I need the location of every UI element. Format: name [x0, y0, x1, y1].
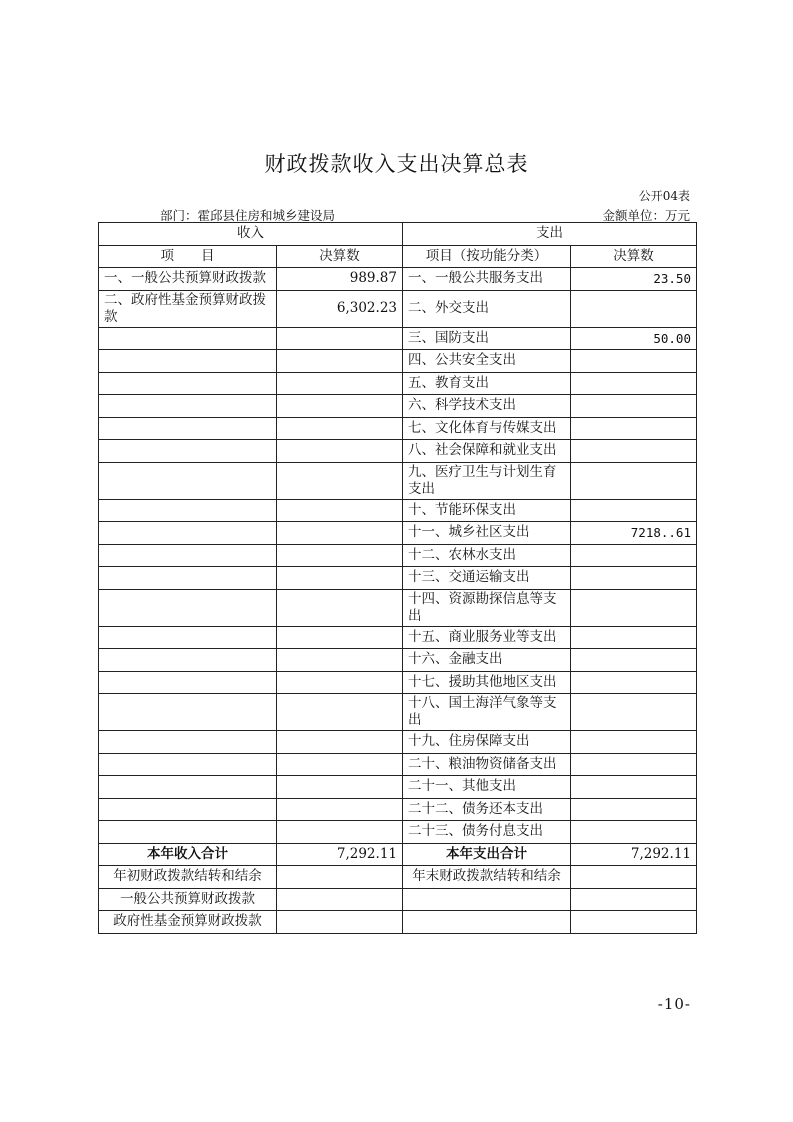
sub-fund-expense-amount — [571, 911, 697, 934]
budget-table — [98, 222, 697, 934]
income-amount — [277, 694, 403, 731]
table-row — [99, 462, 697, 499]
total-income-amount: 7,292.11 — [277, 843, 403, 866]
expense-amount — [571, 753, 697, 776]
income-item — [99, 798, 277, 821]
expense-amount: 7218..61 — [571, 522, 697, 545]
expense-amount — [571, 499, 697, 522]
table-row — [99, 499, 697, 522]
table-row — [99, 290, 697, 327]
income-item — [99, 694, 277, 731]
income-item — [99, 499, 277, 522]
expense-amount — [571, 589, 697, 626]
income-amount: 989.87 — [277, 268, 403, 291]
total-expense-amount: 7,292.11 — [571, 843, 697, 866]
col-expense-amount: 决算数 — [571, 245, 697, 268]
income-amount — [277, 544, 403, 567]
sub-fund-label: 政府性基金预算财政拨款 — [99, 911, 277, 934]
total-income-label: 本年收入合计 — [99, 843, 277, 866]
income-item — [99, 522, 277, 545]
carry-begin-amount — [277, 866, 403, 889]
expense-item: 十五、商业服务业等支出 — [403, 626, 571, 649]
income-amount — [277, 626, 403, 649]
unit-label: 金额单位：万元 — [602, 208, 690, 223]
table-row — [99, 268, 697, 291]
income-item — [99, 671, 277, 694]
col-income-amount: 决算数 — [277, 245, 403, 268]
expense-item: 一、一般公共服务支出 — [403, 268, 571, 291]
income-amount — [277, 327, 403, 350]
expense-amount — [571, 567, 697, 590]
income-amount — [277, 522, 403, 545]
table-row — [99, 694, 697, 731]
table-row — [99, 395, 697, 418]
expense-amount — [571, 671, 697, 694]
income-item — [99, 395, 277, 418]
expense-item: 十四、资源勘探信息等支出 — [403, 589, 571, 626]
income-amount — [277, 462, 403, 499]
expense-item: 二十一、其他支出 — [403, 776, 571, 799]
expense-amount — [571, 440, 697, 463]
carry-begin-label: 年初财政拨款结转和结余 — [99, 866, 277, 889]
expense-amount — [571, 462, 697, 499]
income-amount — [277, 731, 403, 754]
income-item — [99, 440, 277, 463]
total-row — [99, 843, 697, 866]
expense-item: 九、医疗卫生与计划生育支出 — [403, 462, 571, 499]
table-row — [99, 544, 697, 567]
income-item — [99, 589, 277, 626]
expense-item: 十二、农林水支出 — [403, 544, 571, 567]
carry-end-label: 年末财政拨款结转和结余 — [403, 866, 571, 889]
expense-item: 十八、国土海洋气象等支出 — [403, 694, 571, 731]
sub-general-row — [99, 888, 697, 911]
table-row — [99, 821, 697, 844]
col-income-item: 项 目 — [99, 245, 277, 268]
income-amount — [277, 821, 403, 844]
expense-item: 七、文化体育与传媒支出 — [403, 417, 571, 440]
income-item — [99, 462, 277, 499]
income-item — [99, 417, 277, 440]
expense-item: 六、科学技术支出 — [403, 395, 571, 418]
income-amount — [277, 798, 403, 821]
expense-item: 十九、住房保障支出 — [403, 731, 571, 754]
expense-amount: 50.00 — [571, 327, 697, 350]
income-item — [99, 372, 277, 395]
income-amount — [277, 350, 403, 373]
expense-amount: 23.50 — [571, 268, 697, 291]
table-row — [99, 731, 697, 754]
sub-fund-expense-item — [403, 911, 571, 934]
expense-item: 二十二、债务还本支出 — [403, 798, 571, 821]
table-row — [99, 798, 697, 821]
page-number: -10- — [657, 995, 691, 1013]
expense-item: 二、外交支出 — [403, 290, 571, 327]
table-row — [99, 671, 697, 694]
expense-item: 十三、交通运输支出 — [403, 567, 571, 590]
income-amount: 6,302.23 — [277, 290, 403, 327]
income-item — [99, 626, 277, 649]
col-expense-item: 项目（按功能分类） — [403, 245, 571, 268]
table-row — [99, 649, 697, 672]
income-item — [99, 753, 277, 776]
table-row — [99, 440, 697, 463]
sub-general-expense-amount — [571, 888, 697, 911]
table-row — [99, 776, 697, 799]
income-amount — [277, 567, 403, 590]
expense-amount — [571, 417, 697, 440]
income-item — [99, 649, 277, 672]
expense-item: 三、国防支出 — [403, 327, 571, 350]
expense-item: 四、公共安全支出 — [403, 350, 571, 373]
income-item — [99, 776, 277, 799]
income-item: 二、政府性基金预算财政拨款 — [99, 290, 277, 327]
expense-amount — [571, 731, 697, 754]
expense-item: 五、教育支出 — [403, 372, 571, 395]
table-row — [99, 350, 697, 373]
income-amount — [277, 589, 403, 626]
income-header: 收入 — [99, 223, 403, 246]
table-row — [99, 522, 697, 545]
expense-item: 十、节能环保支出 — [403, 499, 571, 522]
sub-general-amount — [277, 888, 403, 911]
expense-amount — [571, 798, 697, 821]
income-item — [99, 350, 277, 373]
sub-fund-amount — [277, 911, 403, 934]
income-amount — [277, 440, 403, 463]
expense-item: 十一、城乡社区支出 — [403, 522, 571, 545]
total-expense-label: 本年支出合计 — [403, 843, 571, 866]
income-item — [99, 327, 277, 350]
page-title: 财政拨款收入支出决算总表 — [264, 152, 529, 176]
expense-amount — [571, 776, 697, 799]
expense-amount — [571, 694, 697, 731]
form-code: 公开04表 — [638, 189, 690, 203]
income-item: 一、一般公共预算财政拨款 — [99, 268, 277, 291]
income-item — [99, 821, 277, 844]
income-amount — [277, 499, 403, 522]
expense-item: 二十三、债务付息支出 — [403, 821, 571, 844]
expense-item: 十七、援助其他地区支出 — [403, 671, 571, 694]
expense-amount — [571, 372, 697, 395]
expense-amount — [571, 544, 697, 567]
expense-header: 支出 — [403, 223, 697, 246]
expense-amount — [571, 649, 697, 672]
section-header-row — [99, 223, 697, 246]
sub-fund-row — [99, 911, 697, 934]
carry-end-amount — [571, 866, 697, 889]
expense-item: 二十、粮油物资储备支出 — [403, 753, 571, 776]
expense-amount — [571, 821, 697, 844]
income-amount — [277, 649, 403, 672]
income-amount — [277, 753, 403, 776]
carry-row — [99, 866, 697, 889]
income-amount — [277, 776, 403, 799]
income-item — [99, 567, 277, 590]
table-row — [99, 417, 697, 440]
table-row — [99, 372, 697, 395]
table-row — [99, 589, 697, 626]
income-amount — [277, 417, 403, 440]
income-item — [99, 544, 277, 567]
table-row — [99, 327, 697, 350]
expense-amount — [571, 350, 697, 373]
expense-item: 十六、金融支出 — [403, 649, 571, 672]
table-row — [99, 626, 697, 649]
column-header-row — [99, 245, 697, 268]
expense-amount — [571, 626, 697, 649]
sub-general-label: 一般公共预算财政拨款 — [99, 888, 277, 911]
income-item — [99, 731, 277, 754]
department-label: 部门：霍邱县住房和城乡建设局 — [160, 208, 336, 223]
table-row — [99, 567, 697, 590]
expense-amount — [571, 290, 697, 327]
income-amount — [277, 372, 403, 395]
sub-general-expense-item — [403, 888, 571, 911]
expense-amount — [571, 395, 697, 418]
income-amount — [277, 395, 403, 418]
income-amount — [277, 671, 403, 694]
expense-item: 八、社会保障和就业支出 — [403, 440, 571, 463]
table-row — [99, 753, 697, 776]
